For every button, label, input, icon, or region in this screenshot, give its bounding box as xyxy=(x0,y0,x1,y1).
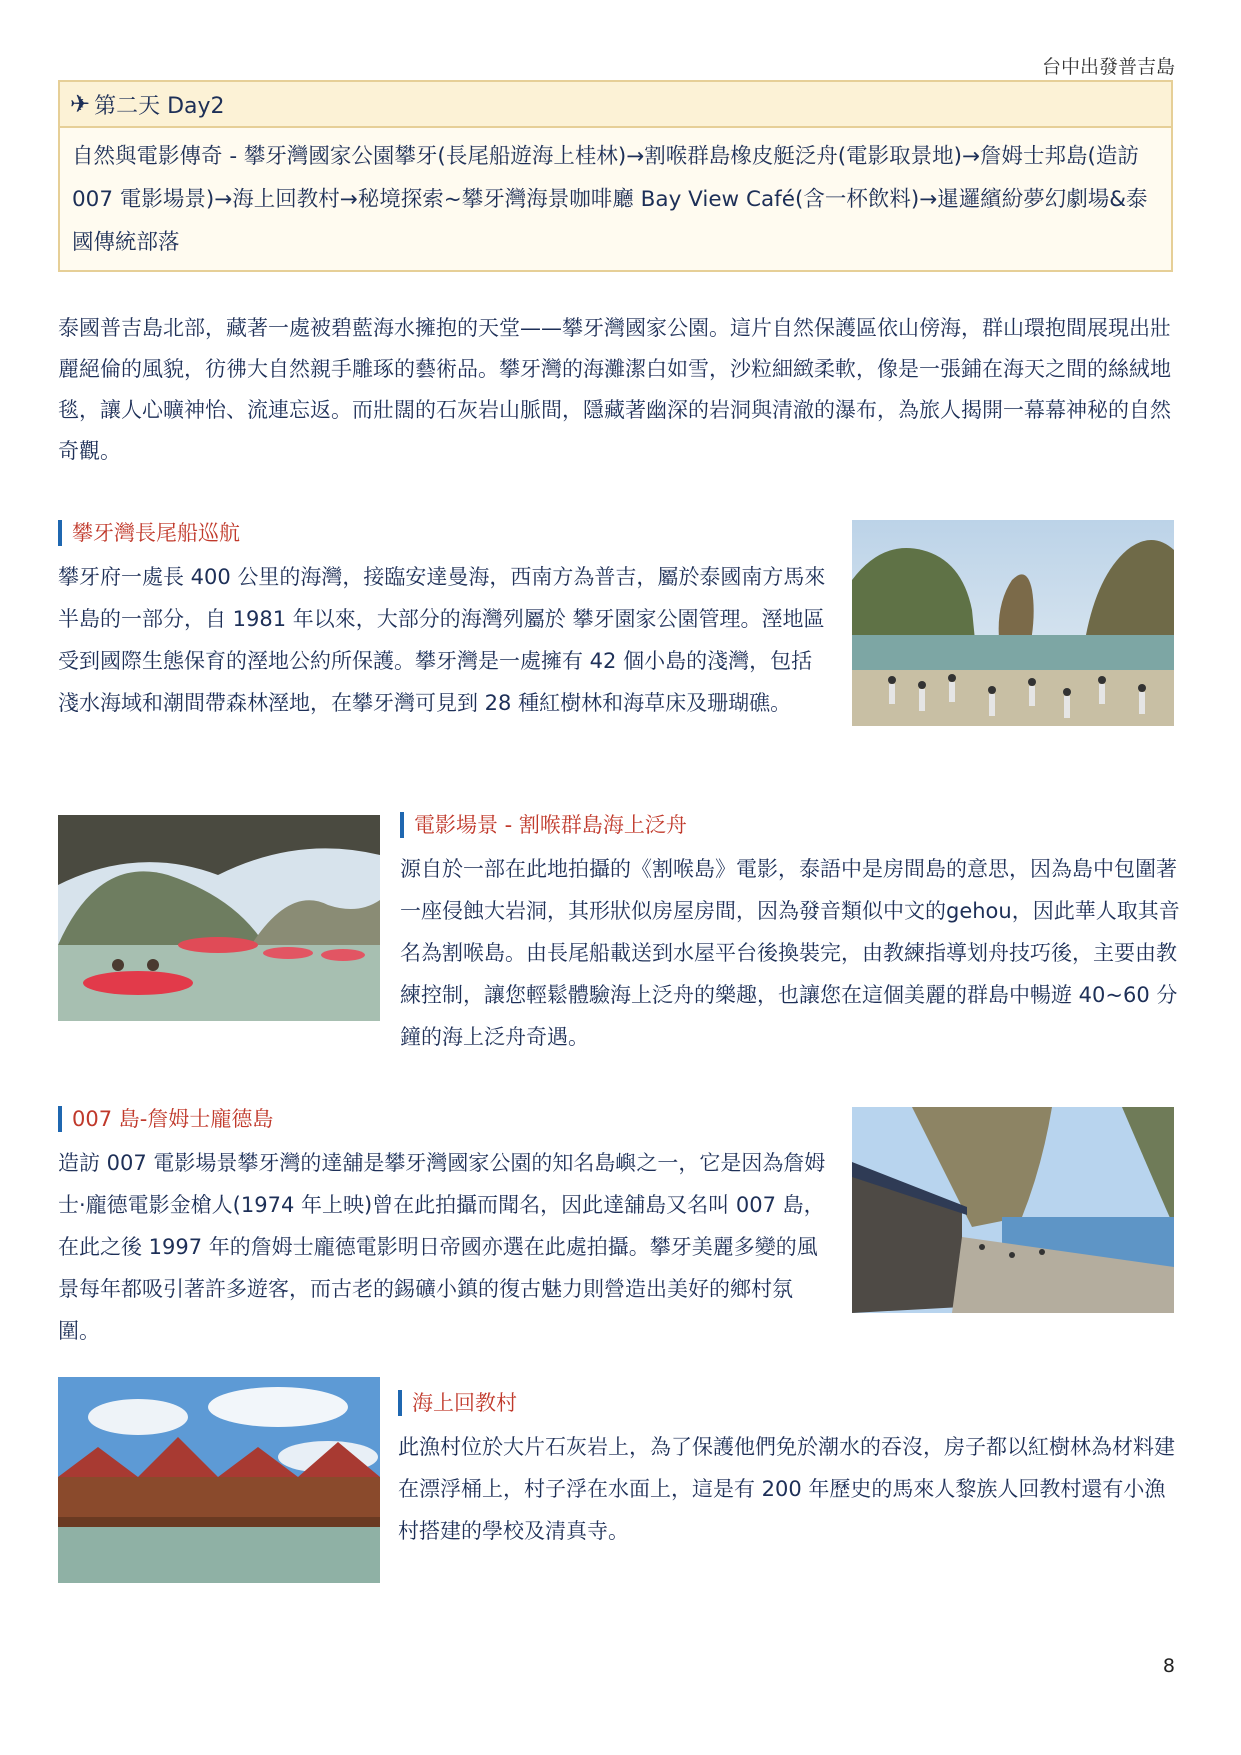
section-text: 此漁村位於大片石灰岩上，為了保護他們免於潮水的吞沒，房子都以紅樹林為材料建在漂浮桶上，村子浮在水面上，這是有 200 年歷史的馬來人黎族人回教村還有小漁村搭建的學校及清真寺。 xyxy=(398,1435,1175,1543)
airplane-icon: ✈ xyxy=(70,90,91,118)
photo-muslim-village xyxy=(58,1377,380,1583)
day-itinerary-text: 自然與電影傳奇 - 攀牙灣國家公園攀牙(長尾船遊海上桂林)→割喉群島橡皮艇泛舟(電影取景地)→詹姆士邦島(造訪 007 電影場景)→海上回教村→秘境探索~攀牙灣海景咖啡廳 Bay View Café(含一杯飲料)→暹邏繽紛夢幻劇場&泰國傳統部落 xyxy=(60,128,1171,270)
day-heading: 第二天 Day2 xyxy=(94,93,225,119)
section-longtail-boat xyxy=(58,520,828,724)
photo-james-bond-rock xyxy=(852,520,1174,726)
section-title: 攀牙灣長尾船巡航 xyxy=(58,520,828,546)
section-text: 造訪 007 電影場景攀牙灣的達舖是攀牙灣國家公園的知名島嶼之一，它是因為詹姆士·龐德電影金槍人(1974 年上映)曾在此拍攝而聞名，因此達舖島又名叫 007 島，在此之後 1997 年的詹姆士龐德電影明日帝國亦選在此處拍攝。攀牙美麗多變的風景每年都吸引著許多遊客，而古老的錫礦小鎮的復古魅力則營造出美好的鄉村氛圍。 xyxy=(58,1151,826,1343)
page-header-title: 台中出發普吉島 xyxy=(1041,56,1175,78)
photo-kayaking xyxy=(58,815,380,1021)
section-kayak xyxy=(400,812,1180,1058)
section-title: 海上回教村 xyxy=(398,1390,1180,1416)
day-itinerary-box xyxy=(58,80,1173,272)
section-text: 攀牙府一處長 400 公里的海灣，接臨安達曼海，西南方為普吉，屬於泰國南方馬來半島的一部分，自 1981 年以來，大部分的海灣列屬於 攀牙園家公園管理。溼地區受到國際生態保育的溼地公約所保護。攀牙灣是一處擁有 42 個小島的淺灣，包括淺水海域和潮間帶森林溼地，在攀牙灣可見到 28 種紅樹林和海草床及珊瑚礁。 xyxy=(58,565,826,715)
intro-paragraph: 泰國普吉島北部，藏著一處被碧藍海水擁抱的天堂——攀牙灣國家公園。這片自然保護區依山傍海，群山環抱間展現出壯麗絕倫的風貌，彷彿大自然親手雕琢的藝術品。攀牙灣的海灘潔白如雪，沙粒細緻柔軟，像是一張鋪在海天之間的絲絨地毯，讓人心曠神怡、流連忘返。而壯闊的石灰岩山脈間，隱藏著幽深的岩洞與清澈的瀑布，為旅人揭開一幕幕神秘的自然奇觀。 xyxy=(58,316,1171,463)
section-title: 007 島-詹姆士龐德島 xyxy=(58,1106,828,1132)
section-muslim-village xyxy=(398,1390,1180,1552)
page-number: 8 xyxy=(1162,1655,1175,1677)
photo-island-market xyxy=(852,1107,1174,1313)
day-heading-bar xyxy=(60,82,1171,128)
section-text: 源自於一部在此地拍攝的《割喉島》電影，泰語中是房間島的意思，因為島中包圍著一座侵蝕大岩洞，其形狀似房屋房間，因為發音類似中文的gehou，因此華人取其音名為割喉島。由長尾船載送到水屋平台後換裝完，由教練指導划舟技巧後，主要由教練控制，讓您輕鬆體驗海上泛舟的樂趣，也讓您在這個美麗的群島中暢遊 40~60 分鐘的海上泛舟奇遇。 xyxy=(400,857,1180,1049)
section-title: 電影場景 - 割喉群島海上泛舟 xyxy=(400,812,1180,838)
section-007-island xyxy=(58,1106,828,1352)
